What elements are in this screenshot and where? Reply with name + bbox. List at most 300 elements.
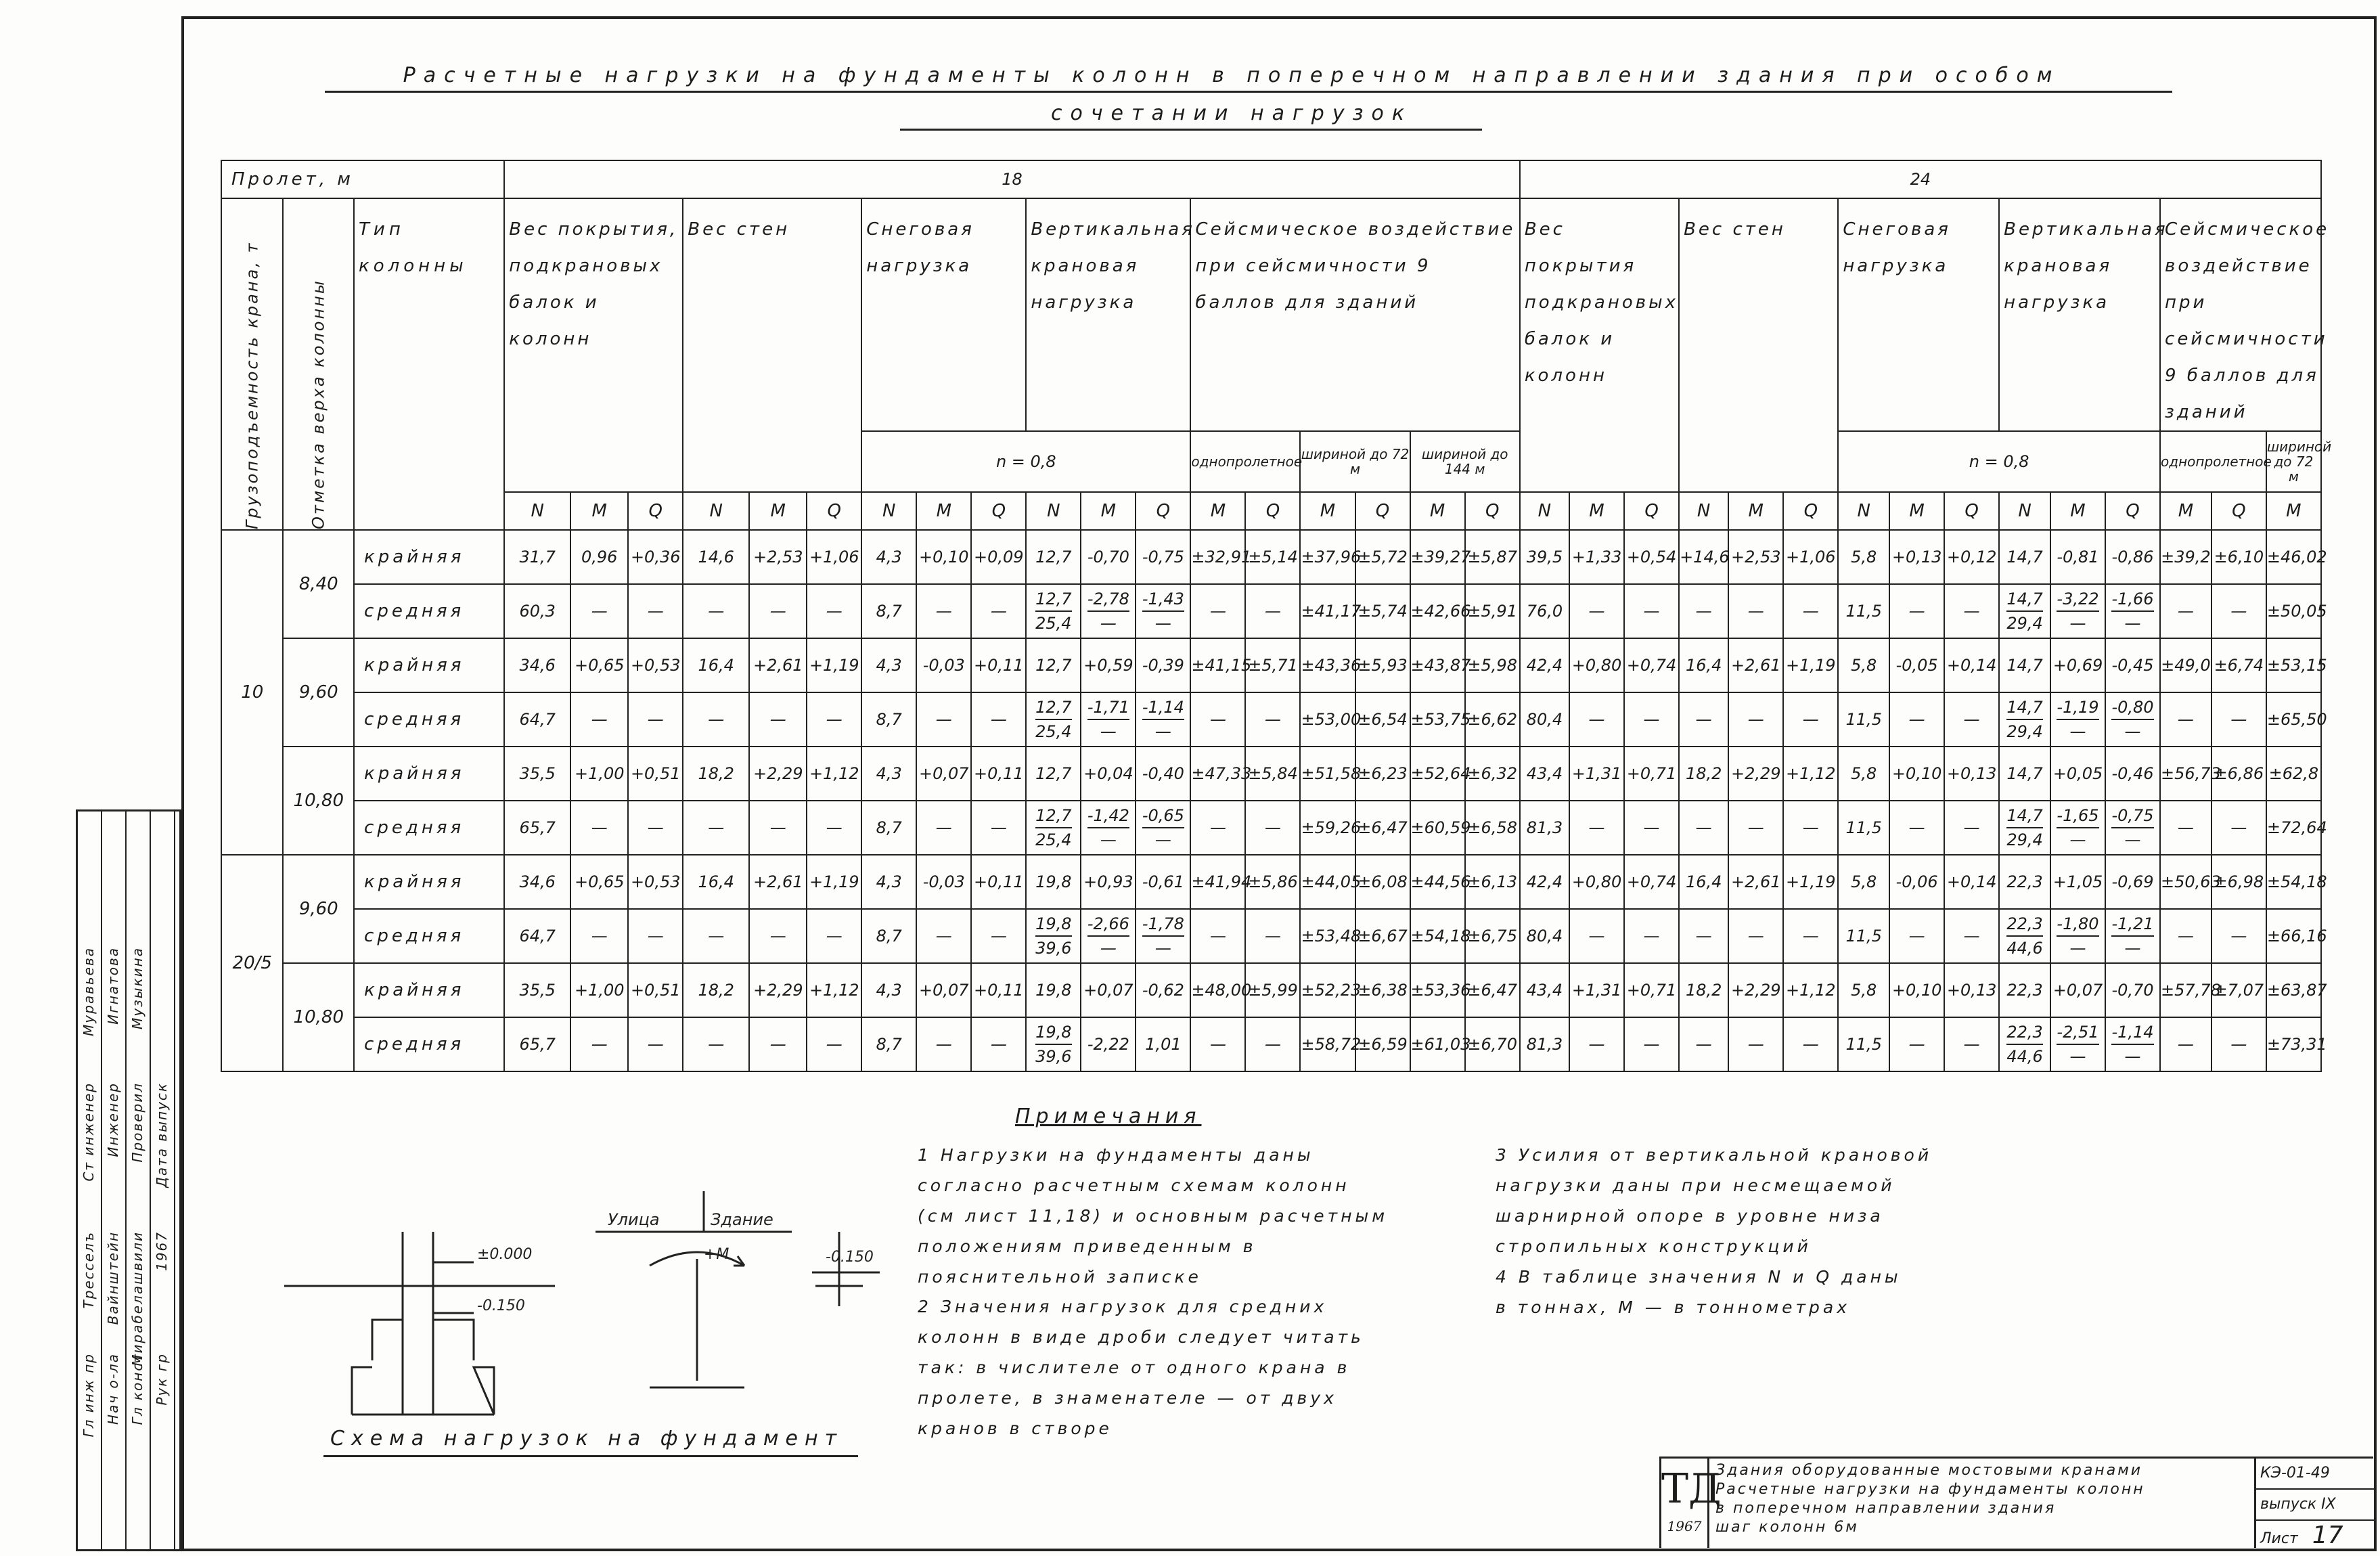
- span-18: 18: [504, 160, 1520, 198]
- side-role-1: Гл инж пр: [81, 1353, 97, 1438]
- fraction-numerator: 14,7: [2006, 587, 2042, 612]
- crane-capacity-header: Грузоподъемность крана, т: [221, 198, 283, 530]
- value-cell: +0,04: [1081, 747, 1136, 801]
- value-cell: —: [1783, 1017, 1838, 1071]
- fraction-numerator: -0,75: [2111, 804, 2153, 828]
- value-cell: +0,51: [628, 963, 683, 1017]
- fraction-denominator: —: [1100, 614, 1117, 633]
- value-cell: +0,59: [1081, 638, 1136, 692]
- fraction-numerator: -1,78: [1142, 912, 1184, 937]
- value-cell: —: [807, 909, 861, 963]
- value-cell: —: [1783, 801, 1838, 855]
- value-cell: +0,11: [971, 855, 1026, 909]
- value-cell: 4,3: [861, 963, 916, 1017]
- value-cell: —: [2211, 801, 2266, 855]
- value-cell: +0,71: [1624, 747, 1679, 801]
- value-cell: [1081, 909, 1136, 963]
- value-cell: 19,8: [1026, 963, 1081, 1017]
- value-cell: 1,01: [1136, 1017, 1190, 1071]
- value-cell: +1,12: [807, 963, 861, 1017]
- value-cell: —: [1679, 692, 1728, 747]
- value-cell: ±6,54: [1355, 692, 1410, 747]
- side-role2-3: Проверил: [129, 1082, 145, 1163]
- signature-strip: [76, 809, 181, 1551]
- value-cell: 64,7: [504, 909, 570, 963]
- value-cell: —: [1944, 909, 1999, 963]
- fraction-denominator: —: [1154, 614, 1171, 633]
- value-cell: —: [1728, 584, 1783, 638]
- value-cell: ±5,93: [1355, 638, 1410, 692]
- value-cell: +0,11: [971, 963, 1026, 1017]
- value-cell: 18,2: [683, 747, 749, 801]
- value-cell: 12,7: [1026, 638, 1081, 692]
- value-cell: [1136, 692, 1190, 747]
- value-cell: ±52,23: [1300, 963, 1355, 1017]
- g18-group-2: Снеговая нагрузка: [861, 198, 1026, 431]
- fraction-numerator: -1,14: [1142, 696, 1184, 720]
- value-cell: ±41,17: [1300, 584, 1355, 638]
- value-cell: +0,07: [1081, 963, 1136, 1017]
- value-cell: -0,03: [916, 855, 971, 909]
- value-cell: [2105, 692, 2160, 747]
- value-cell: +14,6: [1679, 530, 1728, 584]
- value-cell: —: [1624, 1017, 1679, 1071]
- fraction-denominator: 25,4: [1035, 614, 1072, 633]
- fraction-value: [2057, 696, 2098, 743]
- value-cell: +0,07: [916, 963, 971, 1017]
- value-cell: ±6,59: [1355, 1017, 1410, 1071]
- value-cell: —: [1889, 692, 1944, 747]
- value-cell: ±5,87: [1465, 530, 1520, 584]
- fraction-numerator: -0,65: [1142, 804, 1184, 828]
- value-cell: [2105, 584, 2160, 638]
- fraction-numerator: 22,3: [2006, 912, 2042, 937]
- value-cell: +0,74: [1624, 638, 1679, 692]
- value-cell: 4,3: [861, 530, 916, 584]
- stamp-year: 1967: [1667, 1518, 1702, 1534]
- fraction-value: [2111, 696, 2153, 743]
- value-cell: —: [628, 909, 683, 963]
- title-line-1: Расчетные нагрузки на фундаменты колонн в поперечном направлении здания при особом: [403, 64, 2061, 87]
- fraction-value: [1035, 1021, 1071, 1068]
- span-24: 24: [1520, 160, 2321, 198]
- value-cell: —: [916, 1017, 971, 1071]
- fraction-value: [1087, 696, 1129, 743]
- force-header: Q: [2211, 492, 2266, 530]
- fraction-denominator: —: [2124, 722, 2141, 741]
- building-label: Здание: [711, 1210, 773, 1229]
- value-cell: 18,2: [1679, 963, 1728, 1017]
- value-cell: [2050, 692, 2105, 747]
- value-cell: ±66,16: [2266, 909, 2321, 963]
- value-cell: +0,13: [1944, 963, 1999, 1017]
- value-cell: ±6,75: [1465, 909, 1520, 963]
- value-cell: +2,61: [1728, 855, 1783, 909]
- fraction-numerator: 14,7: [2006, 804, 2042, 828]
- value-cell: —: [916, 584, 971, 638]
- g24-group-2: Снеговая нагрузка: [1838, 198, 1999, 431]
- value-cell: ±43,87: [1410, 638, 1465, 692]
- note-3: 3 Усилия от вертикальной крановой нагрузки даны при несмещаемой шарнирной опоре в уровне низа стропильных конструкций: [1496, 1145, 1933, 1256]
- value-cell: 39,5: [1520, 530, 1569, 584]
- force-header: Q: [1624, 492, 1679, 530]
- column-type-cell: средняя: [354, 1017, 504, 1071]
- fraction-denominator: —: [1154, 722, 1171, 741]
- fraction-value: [2006, 804, 2042, 851]
- value-cell: +0,14: [1944, 638, 1999, 692]
- force-header: M: [749, 492, 807, 530]
- value-cell: 42,4: [1520, 855, 1569, 909]
- value-cell: 16,4: [1679, 638, 1728, 692]
- fraction-denominator: 25,4: [1035, 830, 1072, 849]
- value-cell: —: [749, 584, 807, 638]
- value-cell: —: [683, 1017, 749, 1071]
- sheet-number: 17: [2312, 1521, 2343, 1549]
- foundation-base: [352, 1367, 494, 1415]
- value-cell: -0,05: [1889, 638, 1944, 692]
- fraction-denominator: 44,6: [2006, 939, 2043, 958]
- value-cell: —: [1728, 801, 1783, 855]
- value-cell: 11,5: [1838, 1017, 1889, 1071]
- value-cell: —: [1783, 692, 1838, 747]
- span-label: Пролет, м: [221, 160, 504, 198]
- value-cell: +1,00: [570, 747, 628, 801]
- g24-group-3: Вертикальная крановая нагрузка: [1999, 198, 2160, 431]
- column-mark-cell: 10,80: [283, 747, 354, 855]
- value-cell: [2105, 909, 2160, 963]
- title-line-2: сочетании нагрузок: [1050, 102, 1413, 125]
- force-header: Q: [1465, 492, 1520, 530]
- value-cell: [1026, 1017, 1081, 1071]
- value-cell: [1081, 801, 1136, 855]
- value-cell: —: [683, 909, 749, 963]
- value-cell: —: [2211, 692, 2266, 747]
- value-cell: ±73,31: [2266, 1017, 2321, 1071]
- value-cell: ±5,86: [1245, 855, 1300, 909]
- fraction-value: [2006, 587, 2042, 635]
- header-row-span: [221, 160, 2321, 198]
- value-cell: [1999, 692, 2050, 747]
- force-header: Q: [1136, 492, 1190, 530]
- value-cell: —: [570, 801, 628, 855]
- force-header: N: [1999, 492, 2050, 530]
- value-cell: +2,61: [749, 855, 807, 909]
- value-cell: ±6,58: [1465, 801, 1520, 855]
- value-cell: —: [807, 584, 861, 638]
- value-cell: —: [628, 584, 683, 638]
- value-cell: 8,7: [861, 1017, 916, 1071]
- value-cell: +0,69: [2050, 638, 2105, 692]
- value-cell: 4,3: [861, 747, 916, 801]
- value-cell: [1136, 584, 1190, 638]
- fraction-denominator: 44,6: [2006, 1047, 2043, 1066]
- value-cell: -2,22: [1081, 1017, 1136, 1071]
- column-type-cell: крайняя: [354, 747, 504, 801]
- value-cell: 19,8: [1026, 855, 1081, 909]
- value-cell: 4,3: [861, 855, 916, 909]
- value-cell: -0,75: [1136, 530, 1190, 584]
- value-cell: [1999, 801, 2050, 855]
- issue-label: выпуск IX: [2256, 1490, 2375, 1521]
- value-cell: —: [1245, 1017, 1300, 1071]
- note-2: 2 Значения нагрузок для средних колонн в виде дроби следует читать так: в числителе от одного крана в пролете, в знаменателе — от двух кранов в створе: [918, 1297, 1364, 1438]
- value-cell: -0,69: [2105, 855, 2160, 909]
- value-cell: -0,86: [2105, 530, 2160, 584]
- value-cell: [1026, 692, 1081, 747]
- side-name2-2: Игнатова: [105, 947, 121, 1025]
- value-cell: ±5,99: [1245, 963, 1300, 1017]
- value-cell: [1136, 909, 1190, 963]
- fraction-denominator: 29,4: [2006, 614, 2043, 633]
- note-4: 4 В таблице значения N и Q даны в тоннах, M — в тоннометрах: [1496, 1267, 1902, 1317]
- sheet-description: Здания оборудованные мостовыми кранами Расчетные нагрузки на фундаменты колонн в поперечном направлении здания шаг колонн 6м: [1715, 1462, 2145, 1536]
- value-cell: —: [1624, 584, 1679, 638]
- value-cell: —: [807, 1017, 861, 1071]
- fraction-numerator: 12,7: [1035, 804, 1071, 828]
- fraction-denominator: —: [2124, 1047, 2141, 1066]
- street-label: Улица: [608, 1210, 660, 1229]
- loads-table: [221, 160, 2332, 1072]
- value-cell: [1026, 801, 1081, 855]
- value-cell: —: [1728, 909, 1783, 963]
- fraction-numerator: -2,78: [1087, 587, 1129, 612]
- fraction-numerator: -1,65: [2057, 804, 2098, 828]
- value-cell: —: [2160, 584, 2211, 638]
- value-cell: +2,61: [749, 638, 807, 692]
- fraction-denominator: —: [1154, 830, 1171, 849]
- value-cell: ±6,38: [1355, 963, 1410, 1017]
- crane-capacity-cell: 10: [221, 530, 283, 855]
- value-cell: ±47,33: [1190, 747, 1245, 801]
- value-cell: 0,96: [570, 530, 628, 584]
- fraction-denominator: 29,4: [2006, 830, 2043, 849]
- value-cell: —: [1679, 584, 1728, 638]
- value-cell: —: [683, 801, 749, 855]
- column-type-cell: средняя: [354, 801, 504, 855]
- value-cell: 80,4: [1520, 909, 1569, 963]
- value-cell: ±43,36: [1300, 638, 1355, 692]
- fraction-value: [2057, 912, 2098, 960]
- fraction-denominator: —: [1100, 939, 1117, 958]
- value-cell: +1,12: [1783, 747, 1838, 801]
- value-cell: +0,12: [1944, 530, 1999, 584]
- title-underline-1: [325, 91, 2172, 93]
- value-cell: ±6,67: [1355, 909, 1410, 963]
- force-header: M: [1728, 492, 1783, 530]
- value-cell: 81,3: [1520, 1017, 1569, 1071]
- value-cell: ±37,96: [1300, 530, 1355, 584]
- mark-150-right: -0.150: [826, 1249, 874, 1266]
- value-cell: ±54,18: [2266, 855, 2321, 909]
- value-cell: +2,53: [1728, 530, 1783, 584]
- value-cell: +0,80: [1569, 855, 1624, 909]
- value-cell: 14,7: [1999, 530, 2050, 584]
- value-cell: [2050, 909, 2105, 963]
- mark-150-left: -0.150: [477, 1297, 525, 1314]
- value-cell: 80,4: [1520, 692, 1569, 747]
- fraction-numerator: 12,7: [1035, 587, 1071, 612]
- value-cell: +0,13: [1944, 747, 1999, 801]
- fraction-value: [1035, 912, 1071, 960]
- value-cell: ±53,00: [1300, 692, 1355, 747]
- fraction-denominator: 39,6: [1035, 1047, 1072, 1066]
- sheet-number-row: [2256, 1521, 2375, 1551]
- value-cell: +0,14: [1944, 855, 1999, 909]
- value-cell: 11,5: [1838, 692, 1889, 747]
- value-cell: ±5,71: [1245, 638, 1300, 692]
- fraction-numerator: -1,14: [2111, 1021, 2153, 1045]
- value-cell: [2105, 801, 2160, 855]
- value-cell: 18,2: [1679, 747, 1728, 801]
- value-cell: -0,45: [2105, 638, 2160, 692]
- value-cell: —: [1624, 801, 1679, 855]
- column-type-cell: средняя: [354, 692, 504, 747]
- force-header: Q: [807, 492, 861, 530]
- seismic-24-0: однопролетное: [2160, 431, 2266, 492]
- side-name-2: Вайнштейн: [105, 1231, 121, 1325]
- value-cell: —: [1569, 1017, 1624, 1071]
- value-cell: +1,19: [1783, 638, 1838, 692]
- value-cell: 8,7: [861, 801, 916, 855]
- header-row-forces: [221, 492, 2321, 530]
- value-cell: +2,53: [749, 530, 807, 584]
- n-coef-18: n = 0,8: [861, 431, 1190, 492]
- value-cell: —: [749, 692, 807, 747]
- value-cell: 34,6: [504, 638, 570, 692]
- value-cell: 65,7: [504, 1017, 570, 1071]
- scheme-caption: Схема нагрузок на фундамент: [330, 1427, 844, 1450]
- value-cell: +1,00: [570, 963, 628, 1017]
- fraction-value: [2111, 587, 2153, 635]
- fraction-numerator: -0,80: [2111, 696, 2153, 720]
- value-cell: —: [916, 801, 971, 855]
- value-cell: ±5,91: [1465, 584, 1520, 638]
- value-cell: [1999, 584, 2050, 638]
- value-cell: 64,7: [504, 692, 570, 747]
- value-cell: ±49,0: [2160, 638, 2211, 692]
- value-cell: -0,03: [916, 638, 971, 692]
- value-cell: ±60,59: [1410, 801, 1465, 855]
- value-cell: —: [1679, 1017, 1728, 1071]
- value-cell: [1026, 909, 1081, 963]
- fraction-value: [1142, 696, 1184, 743]
- value-cell: 14,7: [1999, 747, 2050, 801]
- value-cell: ±6,10: [2211, 530, 2266, 584]
- force-header: M: [1081, 492, 1136, 530]
- value-cell: —: [916, 692, 971, 747]
- value-cell: ±65,50: [2266, 692, 2321, 747]
- value-cell: 5,8: [1838, 855, 1889, 909]
- fraction-denominator: —: [2124, 830, 2141, 849]
- value-cell: +0,53: [628, 638, 683, 692]
- value-cell: —: [1679, 801, 1728, 855]
- value-cell: +0,54: [1624, 530, 1679, 584]
- value-cell: ±50,63: [2160, 855, 2211, 909]
- value-cell: ±72,64: [2266, 801, 2321, 855]
- value-cell: ±41,15: [1190, 638, 1245, 692]
- value-cell: +1,31: [1569, 747, 1624, 801]
- force-header: M: [2266, 492, 2321, 530]
- value-cell: —: [570, 1017, 628, 1071]
- table-row: [221, 855, 2321, 909]
- value-cell: —: [749, 801, 807, 855]
- fraction-numerator: -1,43: [1142, 587, 1184, 612]
- value-cell: ±6,47: [1465, 963, 1520, 1017]
- fraction-numerator: 14,7: [2006, 696, 2042, 720]
- value-cell: —: [971, 1017, 1026, 1071]
- value-cell: 8,7: [861, 692, 916, 747]
- g18-group-4: Сейсмическое воздействие при сейсмичности 9 баллов для зданий: [1190, 198, 1519, 431]
- value-cell: —: [971, 692, 1026, 747]
- column-mark-cell: 10,80: [283, 963, 354, 1071]
- value-cell: ±6,98: [2211, 855, 2266, 909]
- title-block: [1659, 1457, 2373, 1548]
- value-cell: ±56,73: [2160, 747, 2211, 801]
- value-cell: —: [1783, 584, 1838, 638]
- value-cell: —: [1944, 584, 1999, 638]
- value-cell: —: [1569, 909, 1624, 963]
- value-cell: +0,36: [628, 530, 683, 584]
- value-cell: —: [1569, 801, 1624, 855]
- value-cell: 5,8: [1838, 530, 1889, 584]
- value-cell: +1,19: [807, 638, 861, 692]
- value-cell: [2050, 801, 2105, 855]
- value-cell: —: [1245, 801, 1300, 855]
- value-cell: 11,5: [1838, 584, 1889, 638]
- fraction-value: [2111, 804, 2153, 851]
- value-cell: —: [628, 1017, 683, 1071]
- value-cell: 31,7: [504, 530, 570, 584]
- fraction-value: [1087, 804, 1129, 851]
- value-cell: [1999, 1017, 2050, 1071]
- value-cell: ±39,27: [1410, 530, 1465, 584]
- value-cell: [2050, 1017, 2105, 1071]
- value-cell: —: [1190, 909, 1245, 963]
- support-line: [650, 1259, 744, 1387]
- fraction-denominator: —: [2069, 614, 2086, 633]
- value-cell: 11,5: [1838, 909, 1889, 963]
- value-cell: +0,07: [916, 747, 971, 801]
- column-mark-cell: 9,60: [283, 855, 354, 963]
- value-cell: +0,05: [2050, 747, 2105, 801]
- seismic-18-1: шириной до 72 м: [1300, 431, 1410, 492]
- value-cell: [1081, 692, 1136, 747]
- fraction-value: [2006, 912, 2042, 960]
- value-cell: ±6,32: [1465, 747, 1520, 801]
- table-row: [221, 530, 2321, 584]
- value-cell: ±5,72: [1355, 530, 1410, 584]
- value-cell: ±48,00: [1190, 963, 1245, 1017]
- value-cell: +0,71: [1624, 963, 1679, 1017]
- force-header: M: [2050, 492, 2105, 530]
- value-cell: +0,65: [570, 638, 628, 692]
- value-cell: ±6,08: [1355, 855, 1410, 909]
- seismic-24-1: шириной до 72 м: [2266, 431, 2321, 492]
- value-cell: +0,07: [2050, 963, 2105, 1017]
- force-header: N: [683, 492, 749, 530]
- side-role-4: Рук гр: [154, 1353, 170, 1406]
- fraction-numerator: 19,8: [1035, 1021, 1071, 1045]
- g24-group-4: Сейсмическое воздействие при сейсмичности 9 баллов для зданий: [2160, 198, 2321, 431]
- fraction-value: [2057, 1021, 2098, 1068]
- value-cell: +2,29: [1728, 963, 1783, 1017]
- fraction-numerator: -1,42: [1087, 804, 1129, 828]
- value-cell: +1,05: [2050, 855, 2105, 909]
- value-cell: ±6,86: [2211, 747, 2266, 801]
- value-cell: +0,93: [1081, 855, 1136, 909]
- fraction-denominator: —: [2069, 722, 2086, 741]
- value-cell: +0,51: [628, 747, 683, 801]
